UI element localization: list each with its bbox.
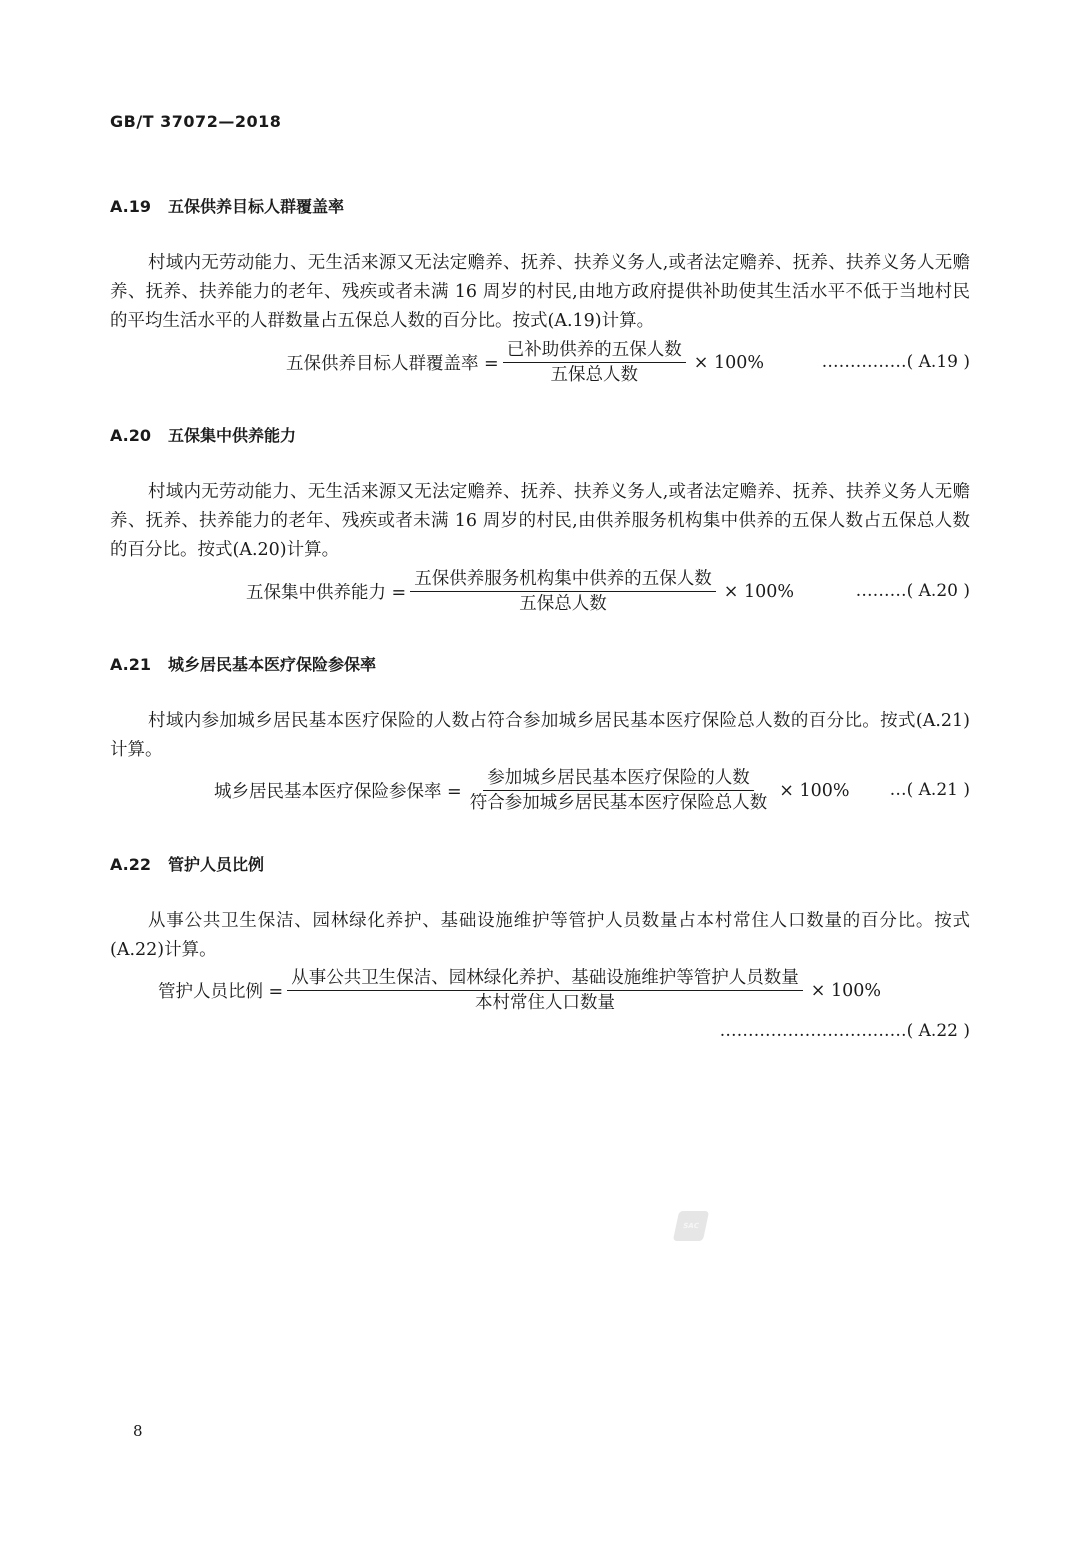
section-title: 五保供养目标人群覆盖率 bbox=[168, 197, 345, 216]
formula-numerator: 从事公共卫生保洁、园林绿化养护、基础设施维护等管护人员数量 bbox=[287, 967, 803, 991]
equation-number-a19: ……………( A.19 ) bbox=[821, 352, 970, 372]
formula-factor: × 100% bbox=[723, 581, 794, 602]
section-paragraph-a20: 村域内无劳动能力、无生活来源又无法定赡养、抚养、扶养义务人,或者法定赡养、抚养、扶养义务人无赡养、抚养、扶养能力的老年、残疾或者未满 16 周岁的村民,由供养服务机构集中供养的五保人数占五保总人数的百分比。按式(A.20)计算。 bbox=[110, 482, 970, 560]
section-heading-a22 bbox=[110, 852, 264, 875]
equation-number-a20: ………( A.20 ) bbox=[855, 581, 970, 601]
section-paragraph-a22: 从事公共卫生保洁、园林绿化养护、基础设施维护等管护人员数量占本村常住人口数量的百分比。按式(A.22)计算。 bbox=[110, 911, 970, 960]
formula-denominator: 符合参加城乡居民基本医疗保险总人数 bbox=[469, 793, 768, 813]
formula-lhs: 五保集中供养能力 = bbox=[246, 583, 407, 603]
formula-a22 bbox=[158, 967, 881, 1014]
document-standard-number: GB/T 37072—2018 bbox=[110, 112, 282, 131]
section-heading-a20 bbox=[110, 423, 296, 446]
section-paragraph-a21: 村域内参加城乡居民基本医疗保险的人数占符合参加城乡居民基本医疗保险总人数的百分比。按式(A.21)计算。 bbox=[110, 711, 970, 760]
formula-a20 bbox=[246, 568, 794, 615]
formula-numerator: 五保供养服务机构集中供养的五保人数 bbox=[410, 568, 716, 592]
formula-fraction bbox=[466, 767, 772, 814]
section-heading-a21 bbox=[110, 652, 376, 675]
section-number: A.20 bbox=[110, 426, 152, 445]
formula-lhs: 城乡居民基本医疗保险参保率 = bbox=[214, 782, 462, 802]
formula-fraction bbox=[287, 967, 803, 1014]
formula-factor: × 100% bbox=[693, 352, 764, 373]
formula-numerator: 参加城乡居民基本医疗保险的人数 bbox=[483, 767, 754, 791]
section-title: 管护人员比例 bbox=[168, 855, 265, 874]
sac-logo-watermark-icon: SAC bbox=[673, 1211, 709, 1241]
formula-fraction bbox=[410, 568, 716, 615]
formula-denominator: 五保总人数 bbox=[550, 365, 638, 385]
formula-numerator: 已补助供养的五保人数 bbox=[503, 339, 686, 363]
section-title: 五保集中供养能力 bbox=[168, 426, 297, 445]
formula-lhs: 五保供养目标人群覆盖率 = bbox=[286, 354, 499, 374]
formula-factor: × 100% bbox=[779, 780, 850, 801]
formula-factor: × 100% bbox=[810, 980, 881, 1001]
page-number: 8 bbox=[133, 1422, 143, 1440]
formula-denominator: 五保总人数 bbox=[519, 594, 607, 614]
equation-number-a21: …( A.21 ) bbox=[889, 780, 970, 800]
formula-a19 bbox=[286, 339, 764, 386]
formula-lhs: 管护人员比例 = bbox=[158, 982, 284, 1002]
formula-denominator: 本村常住人口数量 bbox=[474, 993, 615, 1013]
formula-fraction bbox=[503, 339, 686, 386]
section-title: 城乡居民基本医疗保险参保率 bbox=[168, 655, 377, 674]
section-heading-a19 bbox=[110, 194, 344, 217]
formula-a21 bbox=[214, 767, 850, 814]
section-number: A.19 bbox=[110, 197, 152, 216]
section-number: A.22 bbox=[110, 855, 152, 874]
equation-number-a22: ……………………………( A.22 ) bbox=[719, 1021, 970, 1041]
section-paragraph-a19: 村域内无劳动能力、无生活来源又无法定赡养、抚养、扶养义务人,或者法定赡养、抚养、扶养义务人无赡养、抚养、扶养能力的老年、残疾或者未满 16 周岁的村民,由地方政府提供补助使其生活水平不低于当地村民的平均生活水平的人群数量占五保总人数的百分比。按式(A.19)计算。 bbox=[110, 253, 970, 331]
section-number: A.21 bbox=[110, 655, 152, 674]
